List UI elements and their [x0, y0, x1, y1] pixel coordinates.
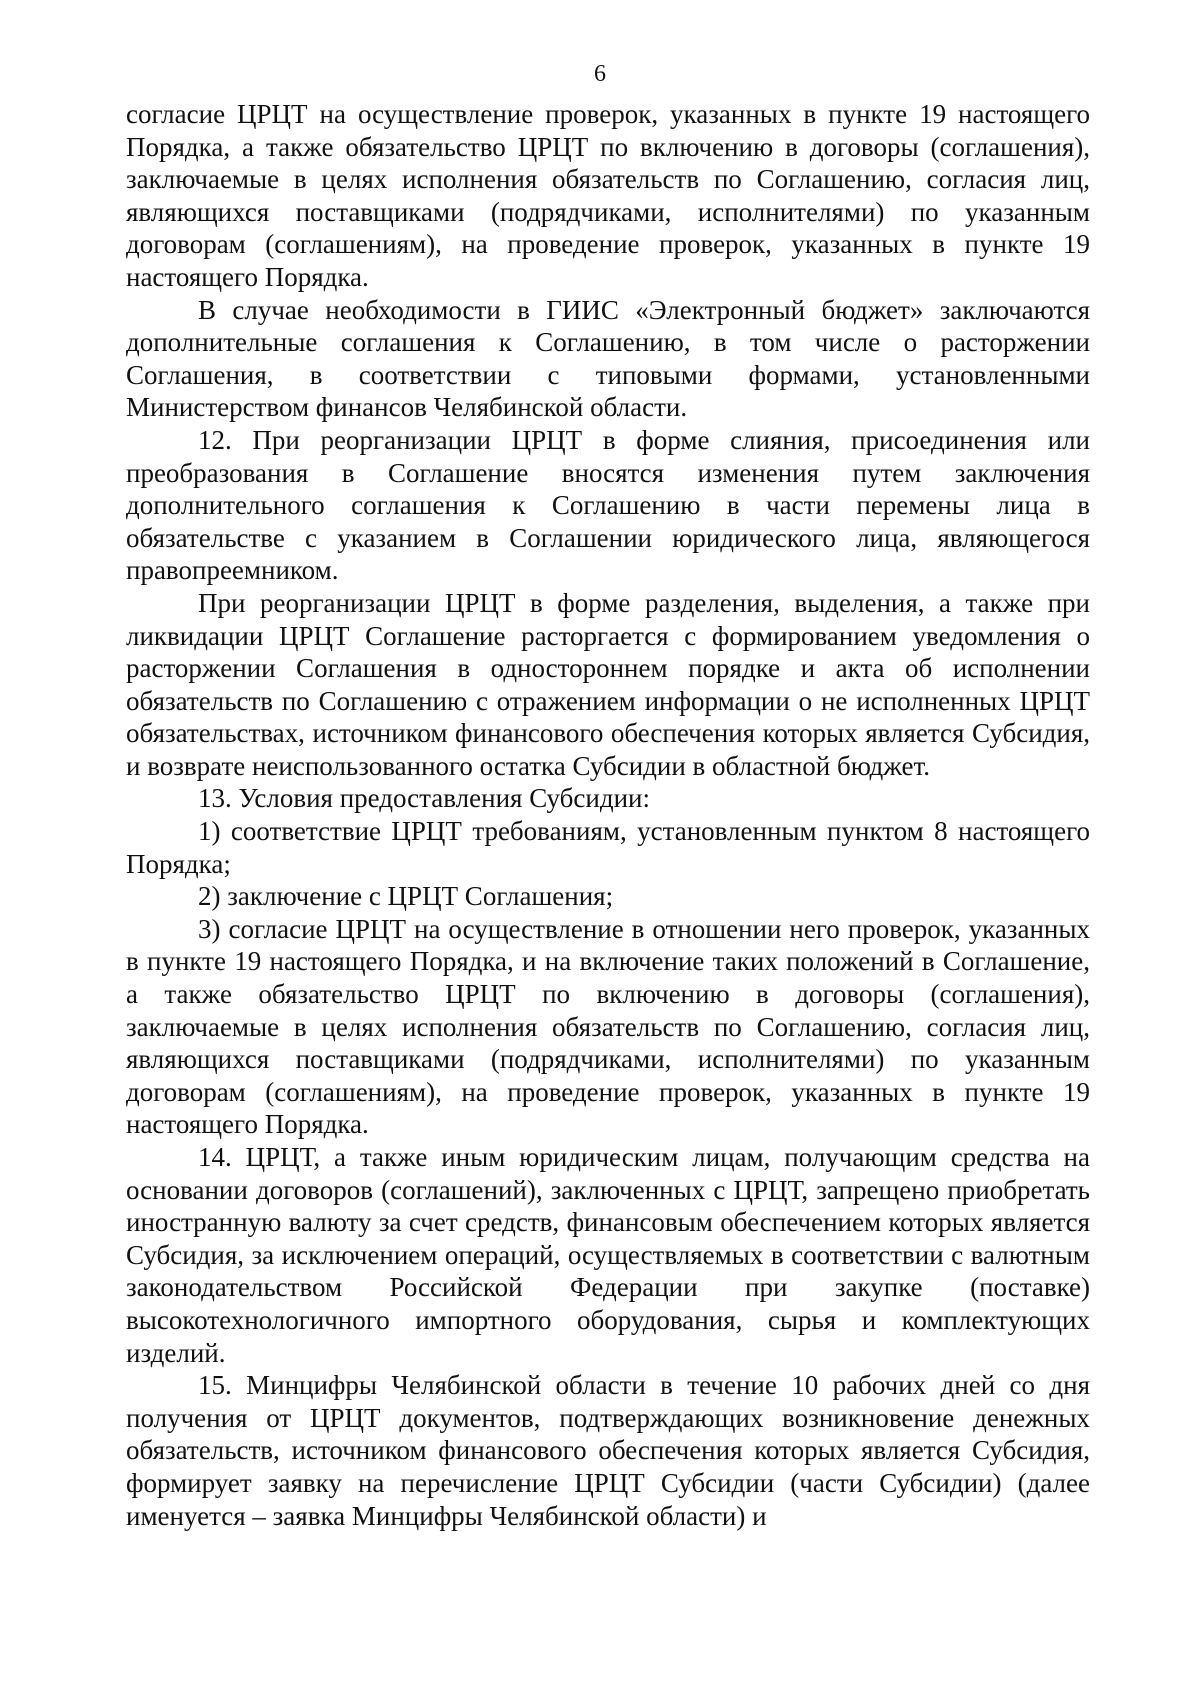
page-number: 6: [594, 61, 606, 87]
paragraph-reorganization-division: При реорганизации ЦРЦТ в форме разделения, выделения, а также при ликвидации ЦРЦТ Соглашение расторгается с формированием уведомления о расторжении Соглашения в одностороннем порядке и акта об исполнении обязательств по Соглашению с отражением информации о не исполненных ЦРЦТ обязательствах, источником финансового обеспечения которых является Субсидия, и возврате неиспользованного остатка Субсидии в областной бюджет.: [126, 587, 1090, 781]
paragraph-condition-2: 2) заключение с ЦРЦТ Соглашения;: [198, 881, 614, 912]
paragraph-condition-1: 1) соответствие ЦРЦТ требованиям, установленным пунктом 8 настоящего Порядка;: [126, 816, 1090, 879]
paragraph-continuation: согласие ЦРЦТ на осуществление проверок, указанных в пункте 19 настоящего Порядка, а также обязательство ЦРЦТ по включению в договоры (соглашения), заключаемые в целях исполнения обязательств по Соглашению, согласия лиц, являющихся поставщиками (подрядчиками, исполнителями) по указанным договорам (соглашениям), на проведение проверок, указанных в пункте 19 настоящего Порядка.: [126, 99, 1090, 292]
paragraph-condition-3: 3) согласие ЦРЦТ на осуществление в отношении него проверок, указанных в пункте 19 настоящего Порядка, и на включение таких положений в Соглашение, а также обязательство ЦРЦТ по включению в договоры (соглашения), заключаемые в целях исполнения обязательств по Соглашению, согласия лиц, являющихся поставщиками (подрядчиками, исполнителями) по указанным договорам (соглашениям), на проведение проверок, указанных в пункте 19 настоящего Порядка.: [126, 913, 1090, 1140]
paragraph-item-15: 15. Минцифры Челябинской области в течение 10 рабочих дней со дня получения от ЦРЦТ документов, подтверждающих возникновение денежных обязательств, источником финансового обеспечения которых является Субсидия, формирует заявку на перечисление ЦРЦТ Субсидии (части Субсидии) (далее именуется – заявка Минцифры Челябинской области) и: [126, 1370, 1090, 1531]
document-body: [126, 98, 1090, 1532]
paragraph-item-13: 13. Условия предоставления Субсидии:: [198, 783, 650, 814]
paragraph-item-14: 14. ЦРЦТ, а также иным юридическим лицам, получающим средства на основании договоров (соглашений), заключенных с ЦРЦТ, запрещено приобретать иностранную валюту за счет средств, финансовым обеспечением которых является Субсидия, за исключением операций, осуществляемых в соответствии с валютным законодательством Российской Федерации при закупке (поставке) высокотехнологичного импортного оборудования, сырья и комплектующих изделий.: [126, 1142, 1090, 1368]
paragraph-additional-agreements: В случае необходимости в ГИИС «Электронный бюджет» заключаются дополнительные соглашения к Соглашению, в том числе о расторжении Соглашения, в соответствии с типовыми формами, установленными Министерством финансов Челябинской области.: [126, 294, 1090, 423]
paragraph-item-12: 12. При реорганизации ЦРЦТ в форме слияния, присоединения или преобразования в Соглашение вносятся изменения путем заключения дополнительного соглашения к Соглашению в части перемены лица в обязательстве с указанием в Соглашении юридического лица, являющегося правопреемником.: [126, 424, 1090, 586]
